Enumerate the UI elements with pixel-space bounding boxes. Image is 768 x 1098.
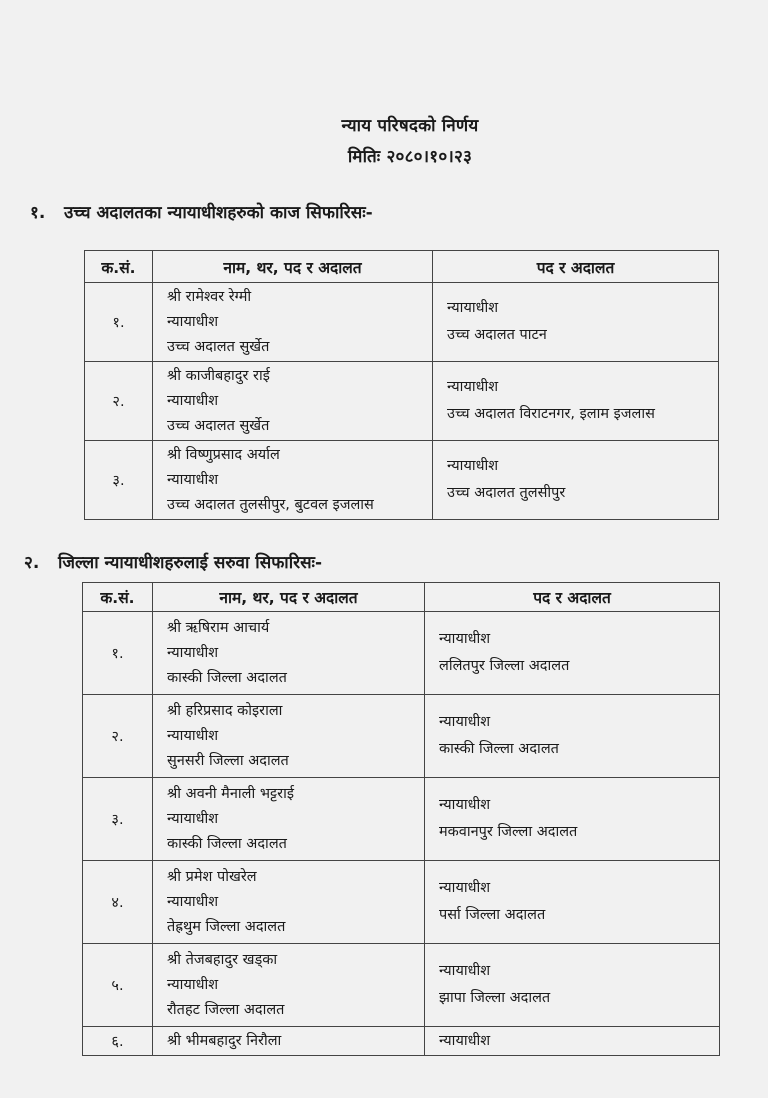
name-cell xyxy=(153,441,433,520)
table-header-row xyxy=(83,583,720,612)
table-row xyxy=(83,695,720,778)
new-court: कास्की जिल्ला अदालत xyxy=(439,741,559,757)
name-cell xyxy=(153,362,433,441)
new-post: न्यायाधीश xyxy=(439,631,491,647)
district-judge-transfer-table xyxy=(82,582,720,1056)
person-court: कास्की जिल्ला अदालत xyxy=(167,669,287,686)
new-post-cell xyxy=(433,441,719,520)
new-post: न्यायाधीश xyxy=(447,379,499,395)
person-name: श्री हरिप्रसाद कोइराला xyxy=(167,702,283,719)
new-post: न्यायाधीश xyxy=(439,797,491,813)
new-post-cell xyxy=(433,283,719,362)
new-post-cell xyxy=(433,362,719,441)
serial-cell: १. xyxy=(83,612,153,695)
serial-cell: २. xyxy=(83,695,153,778)
person-post: न्यायाधीश xyxy=(167,313,219,330)
person-name: श्री तेजबहादुर खड्का xyxy=(167,951,278,968)
new-court: उच्च अदालत तुलसीपुर xyxy=(447,485,566,501)
new-post-cell xyxy=(425,695,720,778)
name-cell xyxy=(153,778,425,861)
table-row xyxy=(83,1027,720,1056)
column-header-name: नाम, थर, पद र अदालत xyxy=(153,251,433,283)
person-post: न्यायाधीश xyxy=(167,893,219,910)
serial-cell: २. xyxy=(85,362,153,441)
new-post: न्यायाधीश xyxy=(447,458,499,474)
name-cell xyxy=(153,861,425,944)
column-header-post: पद र अदालत xyxy=(433,251,719,283)
person-court: उच्च अदालत तुलसीपुर, बुटवल इजलास xyxy=(167,496,374,513)
high-court-deputation-table xyxy=(84,250,719,520)
person-name: श्री भीमबहादुर निरौला xyxy=(167,1032,282,1049)
name-cell xyxy=(153,1027,425,1056)
column-header-name: नाम, थर, पद र अदालत xyxy=(153,583,425,612)
serial-cell: ३. xyxy=(85,441,153,520)
person-name: श्री काजीबहादुर राई xyxy=(167,367,270,384)
person-post: न्यायाधीश xyxy=(167,976,219,993)
section-2-number: २. xyxy=(24,553,40,573)
person-name: श्री विष्णुप्रसाद अर्याल xyxy=(167,446,280,463)
new-post: न्यायाधीश xyxy=(447,300,499,316)
new-post: न्यायाधीश xyxy=(439,1032,491,1049)
serial-cell: १. xyxy=(85,283,153,362)
section-1-heading xyxy=(30,200,373,223)
person-name: श्री रामेश्वर रेग्मी xyxy=(167,288,252,305)
table-row xyxy=(85,362,719,441)
person-post: न्यायाधीश xyxy=(167,810,219,827)
table-row xyxy=(83,612,720,695)
person-post: न्यायाधीश xyxy=(167,471,219,488)
section-2-title: जिल्ला न्यायाधीशहरुलाई सरुवा सिफारिसः- xyxy=(58,553,323,573)
name-cell xyxy=(153,612,425,695)
document-date: मितिः २०८०।१०।२३ xyxy=(347,147,473,167)
table-row xyxy=(85,441,719,520)
column-header-post: पद र अदालत xyxy=(425,583,720,612)
name-cell xyxy=(153,695,425,778)
person-post: न्यायाधीश xyxy=(167,644,219,661)
table-row xyxy=(83,944,720,1027)
new-post: न्यायाधीश xyxy=(439,963,491,979)
new-post-cell xyxy=(425,612,720,695)
person-court: रौतहट जिल्ला अदालत xyxy=(167,1001,285,1018)
column-header-serial: क.सं. xyxy=(85,251,153,283)
person-name: श्री ऋषिराम आचार्य xyxy=(167,619,270,636)
person-post: न्यायाधीश xyxy=(167,727,219,744)
new-post-cell xyxy=(425,944,720,1027)
serial-cell: ५. xyxy=(83,944,153,1027)
new-post-cell xyxy=(425,778,720,861)
new-court: मकवानपुर जिल्ला अदालत xyxy=(439,824,578,840)
section-1-number: १. xyxy=(30,203,46,223)
new-court: पर्सा जिल्ला अदालत xyxy=(439,907,546,923)
name-cell xyxy=(153,944,425,1027)
person-post: न्यायाधीश xyxy=(167,392,219,409)
section-1-title: उच्च अदालतका न्यायाधीशहरुको काज सिफारिसः- xyxy=(64,203,373,223)
new-post: न्यायाधीश xyxy=(439,880,491,896)
serial-cell: ३. xyxy=(83,778,153,861)
document-title: न्याय परिषदको निर्णय xyxy=(341,116,479,136)
person-court: उच्च अदालत सुर्खेत xyxy=(167,417,270,434)
new-post-cell xyxy=(425,861,720,944)
section-2-heading xyxy=(24,550,322,573)
table-row xyxy=(83,861,720,944)
person-court: सुनसरी जिल्ला अदालत xyxy=(167,752,289,769)
name-cell xyxy=(153,283,433,362)
new-post-cell xyxy=(425,1027,720,1056)
new-court: झापा जिल्ला अदालत xyxy=(439,990,551,1006)
person-court: कास्की जिल्ला अदालत xyxy=(167,835,287,852)
person-name: श्री प्रमेश पोखरेल xyxy=(167,868,257,885)
new-court: उच्च अदालत पाटन xyxy=(447,327,547,343)
table-row xyxy=(85,283,719,362)
new-court: ललितपुर जिल्ला अदालत xyxy=(439,658,570,674)
table-row xyxy=(83,778,720,861)
serial-cell: ४. xyxy=(83,861,153,944)
column-header-serial: क.सं. xyxy=(83,583,153,612)
serial-cell: ६. xyxy=(83,1027,153,1056)
new-court: उच्च अदालत विराटनगर, इलाम इजलास xyxy=(447,406,655,422)
new-post: न्यायाधीश xyxy=(439,714,491,730)
person-court: उच्च अदालत सुर्खेत xyxy=(167,338,270,355)
person-name: श्री अवनी मैनाली भट्टराई xyxy=(167,785,294,802)
person-court: तेह्रथुम जिल्ला अदालत xyxy=(167,918,286,935)
table-header-row xyxy=(85,251,719,283)
